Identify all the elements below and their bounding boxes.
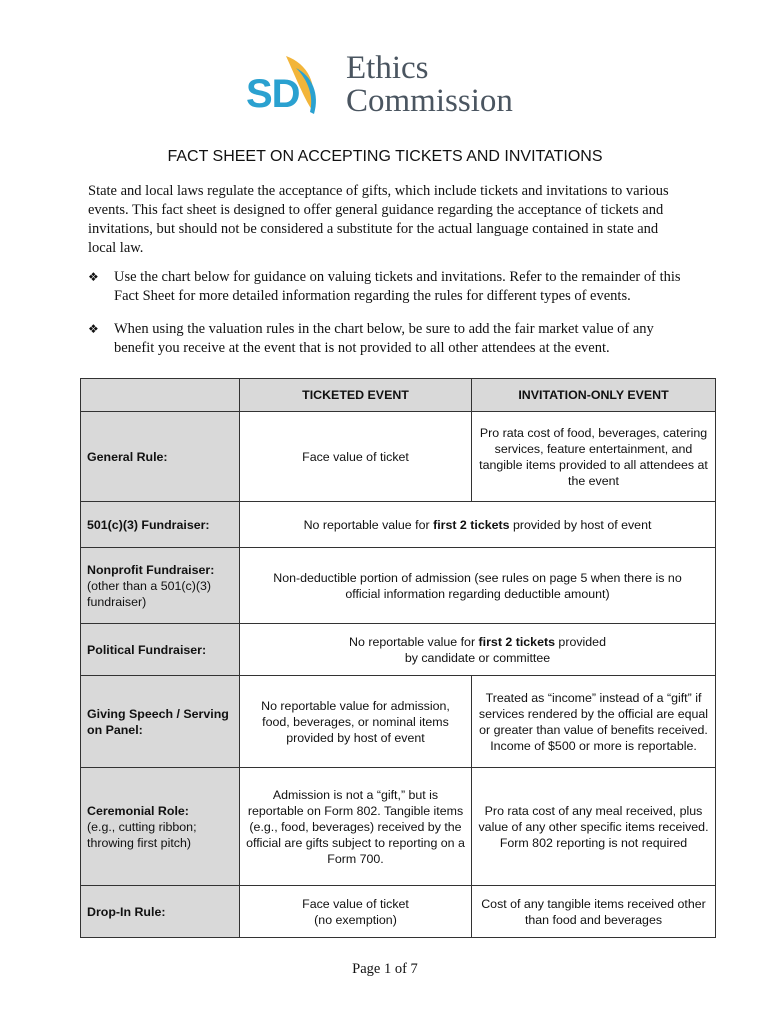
row-label — [81, 412, 240, 502]
row-label — [81, 624, 240, 676]
row-sublabel: (e.g., cutting ribbon; throwing first pitch) — [87, 819, 197, 850]
merged-text-line2: by candidate or committee — [404, 650, 551, 665]
table-row — [81, 886, 716, 938]
ticketed-cell: No reportable value for admission, food, beverages, or nominal items provided by host of event — [240, 676, 472, 768]
invitation-cell: Cost of any tangible items received other than food and beverages — [472, 886, 716, 938]
row-label — [81, 502, 240, 548]
diamond-bullet-icon: ❖ — [88, 270, 99, 284]
header-ticketed: TICKETED EVENT — [240, 379, 472, 412]
merged-emphasis: first 2 tickets — [478, 634, 555, 649]
merged-cell — [240, 502, 716, 548]
row-label-text: Ceremonial Role: — [87, 803, 189, 818]
bullet-text: Use the chart below for guidance on valuing tickets and invitations. Refer to the remainder of this Fact Sheet for more detailed information regarding the rules for different types of events. — [114, 269, 681, 304]
page-title: FACT SHEET ON ACCEPTING TICKETS AND INVITATIONS — [167, 148, 603, 165]
bullet-item — [88, 268, 688, 306]
merged-text: provided — [554, 634, 606, 649]
diamond-bullet-icon: ❖ — [88, 322, 99, 336]
merged-cell — [240, 624, 716, 676]
row-label — [81, 768, 240, 886]
row-label — [81, 676, 240, 768]
merged-cell: Non-deductible portion of admission (see rules on page 5 when there is no official information regarding deductible amount) — [240, 548, 716, 624]
logo-sd-mark: SD — [246, 72, 300, 116]
row-label-text: Political Fundraiser: — [87, 642, 207, 657]
ethics-commission-logo — [246, 52, 546, 122]
ticketed-text-line2: (no exemption) — [314, 912, 397, 927]
ticketed-cell: Admission is not a “gift,” but is reportable on Form 802. Tangible items (e.g., food, beverages) received by the official are gifts subject to reporting on a Form 700. — [240, 768, 472, 886]
valuation-table — [80, 378, 716, 938]
row-label-text: General Rule: — [87, 449, 168, 464]
header-blank-cell — [81, 379, 240, 412]
bullet-text: When using the valuation rules in the chart below, be sure to add the fair market value of any benefit you receive at the event that is not provided to all other attendees at the event. — [114, 321, 654, 356]
merged-text: provided by host of event — [509, 517, 652, 532]
logo-wordmark — [346, 52, 513, 118]
logo-line-ethics: Ethics — [346, 50, 429, 86]
merged-text: No reportable value for — [303, 517, 434, 532]
invitation-cell: Pro rata cost of any meal received, plus value of any other specific items received. Form 802 reporting is not required — [472, 768, 716, 886]
row-label — [81, 886, 240, 938]
sail-icon — [282, 54, 328, 116]
row-label-text: 501(c)(3) Fundraiser: — [87, 517, 210, 532]
table-header-row — [81, 379, 716, 412]
table-row — [81, 624, 716, 676]
logo-line-commission: Commission — [346, 83, 513, 119]
table-row — [81, 676, 716, 768]
table-row — [81, 412, 716, 502]
row-label — [81, 548, 240, 624]
table-row — [81, 502, 716, 548]
row-sublabel: (other than a 501(c)(3) fundraiser) — [87, 578, 211, 609]
row-label-text: Drop-In Rule: — [87, 904, 166, 919]
merged-emphasis: first 2 tickets — [433, 517, 510, 532]
header-invitation: INVITATION-ONLY EVENT — [472, 379, 716, 412]
intro-paragraph: State and local laws regulate the acceptance of gifts, which include tickets and invitations to various events. This fact sheet is designed to offer general guidance regarding the acceptance of tickets and invitations, but should not be considered a substitute for the actual language contained in state and local law. — [88, 183, 669, 256]
table-row — [81, 768, 716, 886]
ticketed-text: Face value of ticket — [302, 896, 409, 911]
invitation-cell: Treated as “income” instead of a “gift” if services rendered by the official are equal or greater than value of benefits received. Income of $500 or more is reportable. — [472, 676, 716, 768]
row-label-text: Nonprofit Fundraiser: — [87, 562, 215, 577]
merged-text: No reportable value for — [349, 634, 479, 649]
row-label-text: Giving Speech / Serving on Panel: — [87, 706, 229, 737]
bullet-item — [88, 320, 688, 358]
page-number: Page 1 of 7 — [352, 961, 418, 977]
ticketed-cell — [240, 886, 472, 938]
ticketed-cell: Face value of ticket — [240, 412, 472, 502]
table-row — [81, 548, 716, 624]
invitation-cell: Pro rata cost of food, beverages, catering services, feature entertainment, and tangible items provided to all attendees at the event — [472, 412, 716, 502]
